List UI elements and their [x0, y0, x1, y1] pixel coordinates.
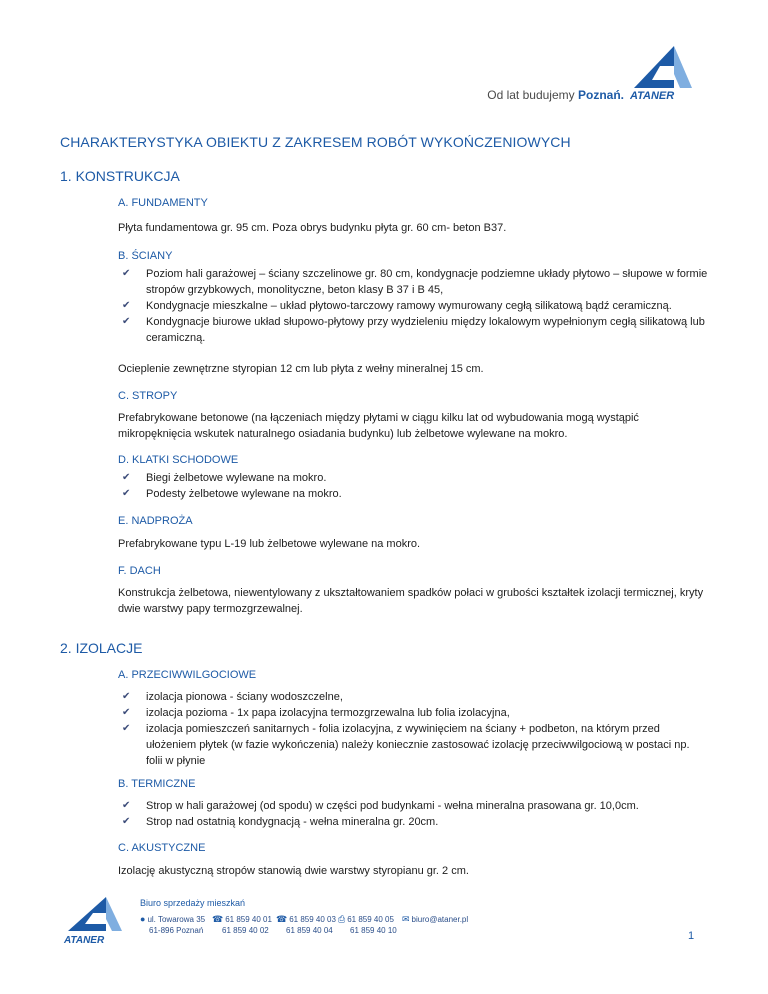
list-termiczne: [118, 798, 708, 830]
list-klatki-schodowe: [118, 470, 708, 502]
list-item: ✔ Strop w hali garażowej (od spodu) w części pod budynkami - wełna mineralna prasowana gr. 10,0cm.: [122, 800, 639, 812]
location-pin-icon: ●: [140, 914, 146, 924]
list-item: ✔ izolacja pozioma - 1x papa izolacyjna termozgrzewalna lub folia izolacyjna,: [122, 707, 510, 719]
list-item: ✔ Kondygnacje biurowe układ słupowo-płytowy przy wydzieleniu między lokalowym wypełnionym cegłą silikatową lub ceramiczną.: [122, 316, 705, 344]
footer-fax: ⎙ 61 859 40 05 61 859 40 10: [338, 914, 397, 935]
checkmark-icon: ✔: [122, 800, 131, 811]
checkmark-icon: ✔: [122, 707, 131, 718]
subheading-stropy: C. STROPY: [118, 390, 178, 402]
phone-icon: ☎: [276, 914, 288, 924]
checkmark-icon: ✔: [122, 723, 131, 734]
text-ocieplenie: Ocieplenie zewnętrzne styropian 12 cm lub płyta z wełny mineralnej 15 cm.: [118, 363, 484, 375]
text-dach: Konstrukcja żelbetowa, niewentylowany z ukształtowaniem spadków połaci w grubości kształtek izolacji termicznej, kryty dwie warstwy papy termozgrzewalnej.: [118, 587, 704, 615]
checkmark-icon: ✔: [122, 300, 131, 311]
section-heading-konstrukcja: 1. KONSTRUKCJA: [60, 168, 180, 184]
checkmark-icon: ✔: [122, 268, 131, 279]
text-stropy: Prefabrykowane betonowe (na łączeniach między płytami w ciągu kilku lat od wybudowania mogą wystąpić mikropęknięcia wskutek naturalnego osiadania budynku) lub żelbetowe wylewane na mokro.: [118, 412, 639, 440]
list-przeciwwilgociowe: [118, 689, 708, 769]
checkmark-icon: ✔: [122, 816, 131, 827]
checkmark-icon: ✔: [122, 316, 131, 327]
subheading-nadproza: E. NADPROŻA: [118, 515, 193, 527]
subheading-akustyczne: C. AKUSTYCZNE: [118, 842, 206, 854]
checkmark-icon: ✔: [122, 691, 131, 702]
footer-phone-a: ☎ 61 859 40 01 61 859 40 02: [212, 914, 272, 935]
document-title: CHARAKTERYSTYKA OBIEKTU Z ZAKRESEM ROBÓT WYKOŃCZENIOWYCH: [60, 134, 571, 150]
list-item: ✔ Podesty żelbetowe wylewane na mokro.: [122, 488, 342, 500]
logo-wordmark-footer: ATANER: [64, 935, 105, 946]
section-heading-izolacje: 2. IZOLACJE: [60, 640, 143, 656]
ataner-logo-footer: [60, 895, 132, 947]
checkmark-icon: ✔: [122, 472, 131, 483]
tagline-city: Poznań.: [577, 88, 624, 102]
footer-phone-b: ☎ 61 859 40 03 61 859 40 04: [276, 914, 336, 935]
list-item: ✔ Kondygnacje mieszkalne – układ płytowo-tarczowy ramowy wymurowany cegłą silikatową bądź ceramiczną.: [122, 300, 672, 312]
subheading-fundamenty: A. FUNDAMENTY: [118, 197, 208, 209]
subheading-przeciwwilgociowe: A. PRZECIWWILGOCIOWE: [118, 669, 257, 681]
footer-title: Biuro sprzedaży mieszkań: [140, 898, 246, 908]
ataner-logo: [630, 44, 700, 104]
page-number: 1: [688, 930, 695, 942]
subheading-dach: F. DACH: [118, 565, 161, 577]
tagline: [487, 88, 624, 102]
list-item: ✔ izolacja pomieszczeń sanitarnych - folia izolacyjna, z wywinięciem na ściany + podbeton, na którym przed ułożeniem płytek (w fazie wykończenia) należy koniecznie zastosować izolację przeciwwilgociową w postaci np. folii w płynie: [122, 723, 690, 767]
footer-address: ● ul. Towarowa 35 61-896 Poznań: [140, 914, 206, 935]
list-item: ✔ Strop nad ostatnią kondygnacją - wełna mineralna gr. 20cm.: [122, 816, 439, 828]
subheading-termiczne: B. TERMICZNE: [118, 778, 196, 790]
phone-icon: ☎: [212, 914, 224, 924]
list-item: ✔ izolacja pionowa - ściany wodoszczelne,: [122, 691, 343, 703]
text-fundamenty: Płyta fundamentowa gr. 95 cm. Poza obrys budynku płyta gr. 60 cm- beton B37.: [118, 222, 507, 234]
envelope-icon: ✉: [402, 914, 410, 924]
list-item: ✔ Biegi żelbetowe wylewane na mokro.: [122, 472, 327, 484]
text-nadproza: Prefabrykowane typu L-19 lub żelbetowe wylewane na mokro.: [118, 538, 421, 550]
logo-wordmark: ATANER: [630, 90, 675, 102]
fax-icon: ⎙: [338, 914, 346, 924]
checkmark-icon: ✔: [122, 488, 131, 499]
list-item: ✔ Poziom hali garażowej – ściany szczelinowe gr. 80 cm, kondygnacje podziemne układy płytowo – słupowe w formie stropów grzybkowych, monolityczne, beton klasy B 37 i B 45,: [122, 268, 708, 296]
text-akustyczne: Izolację akustyczną stropów stanowią dwie warstwy styropianu gr. 2 cm.: [118, 865, 469, 877]
subheading-sciany: B. ŚCIANY: [118, 250, 173, 262]
tagline-prefix: Od lat budujemy: [487, 88, 575, 102]
footer-email: ✉ biuro@ataner.pl: [402, 914, 469, 924]
list-sciany: [118, 266, 708, 346]
subheading-klatki-schodowe: D. KLATKI SCHODOWE: [118, 454, 239, 466]
